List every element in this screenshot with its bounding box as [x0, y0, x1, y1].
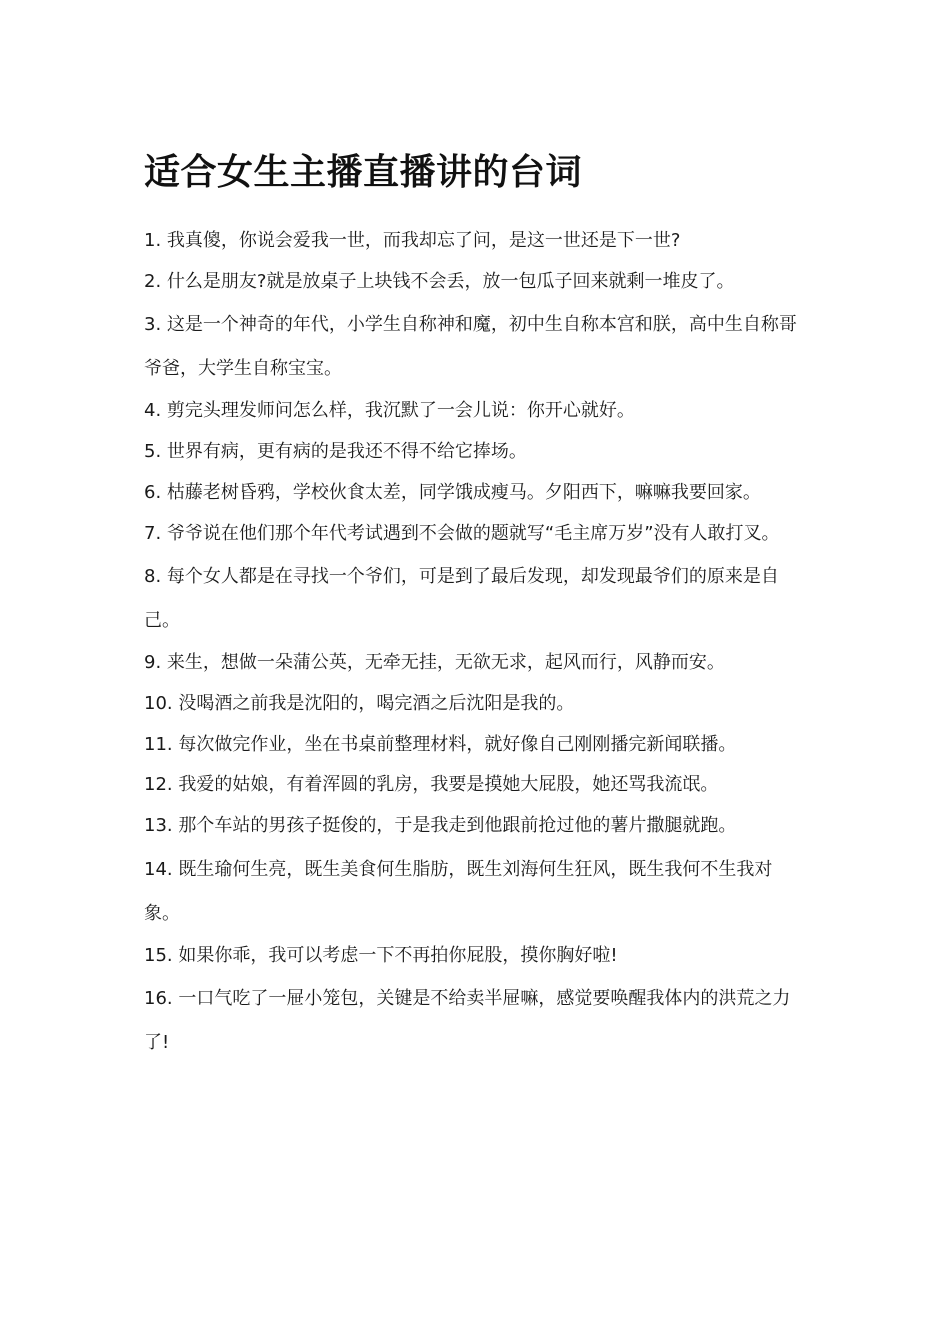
list-item: 5. 世界有病，更有病的是我还不得不给它捧场。: [144, 441, 527, 463]
list-item: 14. 既生瑜何生亮，既生美食何生脂肪，既生刘海何生狂风，既生我何不生我对象。: [144, 858, 773, 924]
list-item: 2. 什么是朋友?就是放桌子上块钱不会丢，放一包瓜子回来就剩一堆皮了。: [144, 270, 735, 292]
list-item: 10. 没喝酒之前我是沈阳的，喝完酒之后沈阳是我的。: [144, 692, 575, 714]
list-item: 9. 来生，想做一朵蒲公英，无牵无挂，无欲无求，起风而行，风静而安。: [144, 652, 725, 674]
list-item: 16. 一口气吃了一屉小笼包，关键是不给卖半屉嘛，感觉要唤醒我体内的洪荒之力了!: [144, 988, 791, 1054]
list-item: 8. 每个女人都是在寻找一个爷们，可是到了最后发现，却发现最爷们的原来是自己。: [144, 566, 779, 632]
list-item: 4. 剪完头理发师问怎么样，我沉默了一会儿说：你开心就好。: [144, 400, 635, 422]
list-item: 6. 枯藤老树昏鸦，学校伙食太差，同学饿成瘦马。夕阳西下，嘛嘛我要回家。: [144, 481, 761, 503]
document-title: 适合女生主播直播讲的台词: [144, 152, 583, 193]
list-item: 3. 这是一个神奇的年代，小学生自称神和魔，初中生自称本宫和朕，高中生自称哥爷爸，大学生自称宝宝。: [144, 314, 797, 380]
list-item: 15. 如果你乖，我可以考虑一下不再拍你屁股，摸你胸好啦!: [144, 944, 618, 966]
list-item: 7. 爷爷说在他们那个年代考试遇到不会做的题就写“毛主席万岁”没有人敢打叉。: [144, 522, 780, 544]
line-list: [144, 222, 834, 1066]
list-item: 1. 我真傻，你说会爱我一世，而我却忘了问，是这一世还是下一世?: [144, 230, 681, 251]
list-item: 12. 我爱的姑娘，有着浑圆的乳房，我要是摸她大屁股，她还骂我流氓。: [144, 774, 719, 796]
list-item: 11. 每次做完作业，坐在书桌前整理材料，就好像自己刚刚播完新闻联播。: [144, 733, 737, 755]
list-item: 13. 那个车站的男孩子挺俊的，于是我走到他跟前抢过他的薯片撒腿就跑。: [144, 815, 737, 837]
